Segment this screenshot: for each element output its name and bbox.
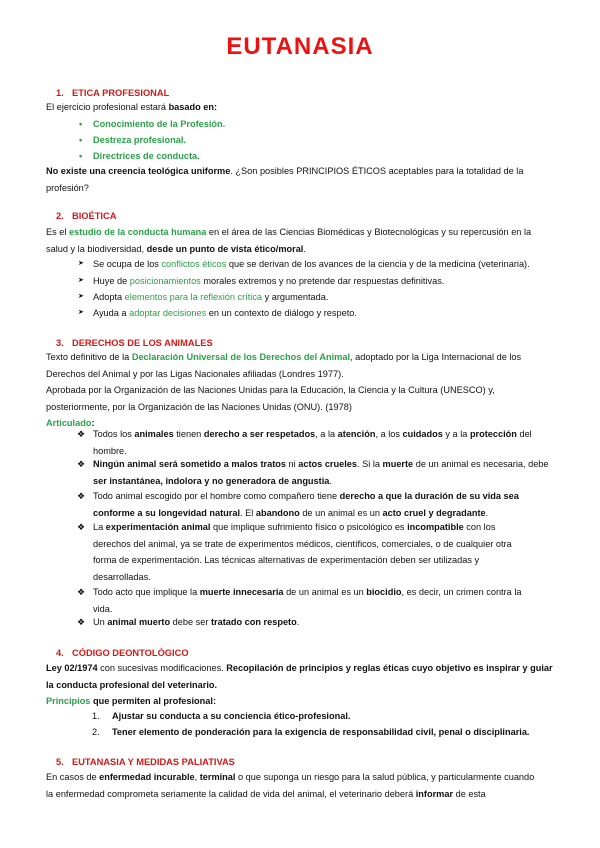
- diamond-bullet-icon: ❖: [77, 617, 86, 627]
- paragraph: En casos de enfermedad incurable, terminal o que suponga un riesgo para la salud pública, y particularmente cuando la enfermedad comprometa seriamente la calidad de vida del animal, el veterinario deberá informar de esta: [46, 772, 535, 799]
- paragraph: Texto definitivo de la Declaración Universal de los Derechos del Animal, adoptado por la Liga Internacional de los Derechos del Animal y por las Ligas Nacionales afiliadas (Londres 1977). Aprobada por la Organización de las Naciones Unidas para la Educación, la Ciencia y la Cultura (UNESCO) y, posteriormente, por la Organización de las Naciones Unidas (ONU). (1978) Articulado:: [46, 352, 522, 429]
- list-item: • Destreza profesional.: [93, 132, 186, 149]
- page-title: EUTANASIA: [226, 33, 374, 60]
- list-item: ➤ Se ocupa de los conflictos éticos que se derivan de los avances de la ciencia y de la medicina (veterinaria).: [93, 256, 573, 273]
- diamond-bullet-icon: ❖: [77, 587, 86, 597]
- section-heading-etica: 1. ETICA PROFESIONAL: [56, 88, 170, 98]
- list-item: 1. Ajustar su conducta a su conciencia ético-profesional.: [92, 711, 351, 721]
- arrow-bullet-icon: ➤: [78, 260, 84, 267]
- arrow-bullet-icon: ➤: [78, 277, 84, 284]
- list-item: 2. Tener elemento de ponderación para la exigencia de responsabilidad civil, penal o disciplinaria.: [92, 727, 530, 737]
- paragraph: Es el estudio de la conducta humana en el área de las Ciencias Biomédicas y Biotecnológicas y su repercusión en la salud y la biodiversidad, desde un punto de vista ético/moral.: [46, 227, 532, 254]
- arrow-bullet-icon: ➤: [78, 309, 84, 316]
- section-heading-codigo: 4. CÓDIGO DEONTOLÓGICO: [56, 648, 189, 658]
- list-item: ➤ Adopta elementos para la reflexión crítica y argumentada.: [93, 289, 573, 306]
- diamond-bullet-icon: ❖: [77, 522, 86, 532]
- arrow-bullet-icon: ➤: [78, 293, 84, 300]
- list-item: • Conocimiento de la Profesión.: [93, 116, 225, 133]
- list-item: • Directrices de conducta.: [93, 148, 200, 165]
- paragraph: Ley 02/1974 con sucesivas modificaciones. Recopilación de principios y reglas éticas cuyo objetivo es inspirar y guiar la conducta profesional del veterinario. Principios que permiten al profesional:: [46, 663, 553, 707]
- list-item: ❖ Todos los animales tienen derecho a ser respetados, a la atención, a los cuidados y a la protección del hombre.: [93, 426, 564, 459]
- section-heading-bioetica: 2. BIOÉTICA: [56, 211, 117, 221]
- list-item: ❖ Un animal muerto debe ser tratado con respeto.: [93, 614, 564, 631]
- list-item: ❖ Todo animal escogido por el hombre como compañero tiene derecho a que la duración de su vida sea conforme a su longevidad natural. El abandono de un animal es un acto cruel y degradante.: [93, 488, 564, 521]
- diamond-bullet-icon: ❖: [77, 429, 86, 439]
- list-item: ➤ Huye de posicionamientos morales extremos y no pretende dar respuestas definitivas.: [93, 273, 573, 290]
- paragraph: No existe una creencia teológica uniforme. ¿Son posibles PRINCIPIOS ÉTICOS aceptables para la totalidad de la profesión?: [46, 166, 524, 193]
- list-item: ➤ Ayuda a adoptar decisiones en un contexto de diálogo y respeto.: [93, 305, 573, 322]
- diamond-bullet-icon: ❖: [77, 491, 86, 501]
- list-item: ❖ La experimentación animal que implique sufrimiento físico o psicológico es incompatible con los derechos del animal, ya se trate de experimentos médicos, científicos, comerciales, o de cualquier otra forma de experimentación. Las técnicas alternativas de experimentación deben ser utilizadas y desarrolladas.: [93, 519, 564, 585]
- paragraph: El ejercicio profesional estará basado en:: [46, 102, 218, 112]
- list-item: ❖ Todo acto que implique la muerte innecesaria de un animal es un biocidio, es decir, un crimen contra la vida.: [93, 584, 564, 617]
- diamond-bullet-icon: ❖: [77, 459, 86, 469]
- section-heading-derechos: 3. DERECHOS DE LOS ANIMALES: [56, 338, 213, 348]
- list-item: ❖ Ningún animal será sometido a malos tratos ni actos crueles. Si la muerte de un animal es necesaria, debe ser instantánea, indolora y no generadora de angustia.: [93, 456, 564, 489]
- section-heading-eutanasia: 5. EUTANASIA Y MEDIDAS PALIATIVAS: [56, 757, 235, 767]
